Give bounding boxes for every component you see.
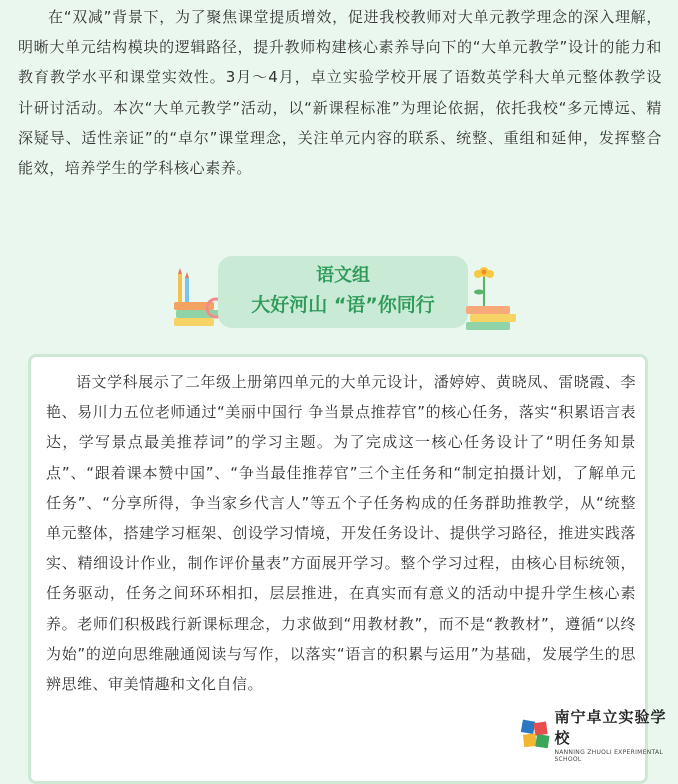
school-name-en: NANNING ZHUOLI EXPERIMENTAL SCHOOL <box>554 748 664 763</box>
flower-books-icon <box>462 262 520 332</box>
banner-group-title: 语文组 <box>316 265 370 286</box>
banner-slogan: 大好河山 “语”你同行 <box>251 294 435 316</box>
section-banner <box>218 256 468 328</box>
school-logo <box>520 707 678 763</box>
school-name-cn: 南宁卓立实验学校 <box>554 707 667 747</box>
school-emblem-icon <box>520 717 550 751</box>
intro-paragraph: 在“双减”背景下，为了聚焦课堂提质增效，促进我校教师对大单元教学理念的深入理解，明晰大单元结构模块的逻辑路径，提升教师构建核心素养导向下的“大单元教学”设计的能力和教育教学水平和课堂实效性。3月～4月，卓立实验学校开展了语数英学科大单元整体教学设计研讨活动。本次“大单元教学”活动，以“新课程标准”为理论依据，依托我校“多元博远、精深疑导、适性亲证”的“卓尔”课堂理念，关注单元内容的联系、统整、重组和延伸，发挥整合能效，培养学生的学科核心素养。 <box>18 8 662 178</box>
card-paragraph: 语文学科展示了二年级上册第四单元的大单元设计，潘婷婷、黄晓凤、雷晓霞、李艳、易川力五位老师通过“美丽中国行 争当景点推荐官”的核心任务，落实“积累语言表达，学写景点最美推荐词”的学习主题。为了完成这一核心任务设计了“明任务知景点”、“跟着课本赞中国”、“争当最佳推荐官”三个主任务和“制定拍摄计划，了解单元任务”、“分享所得，争当家乡代言人”等五个子任务构成的任务群助推教学，从“统整单元整体，搭建学习框架、创设学习情境，开发任务设计、提供学习路径，推进实践落实、精细设计作业，制作评价量表”方面展开学习。整个学习过程，由核心目标统领，任务驱动，任务之间环环相扣，层层推进，在真实而有意义的活动中提升学生核心素养。老师们积极践行新课标理念，力求做到“用教材教”，而不是“教教材”，遵循“以终为始”的逆向思维融通阅读与写作，以落实“语言的积累与运用”为基础，发展学生的思辨思维、审美情趣和文化自信。 <box>46 373 636 694</box>
